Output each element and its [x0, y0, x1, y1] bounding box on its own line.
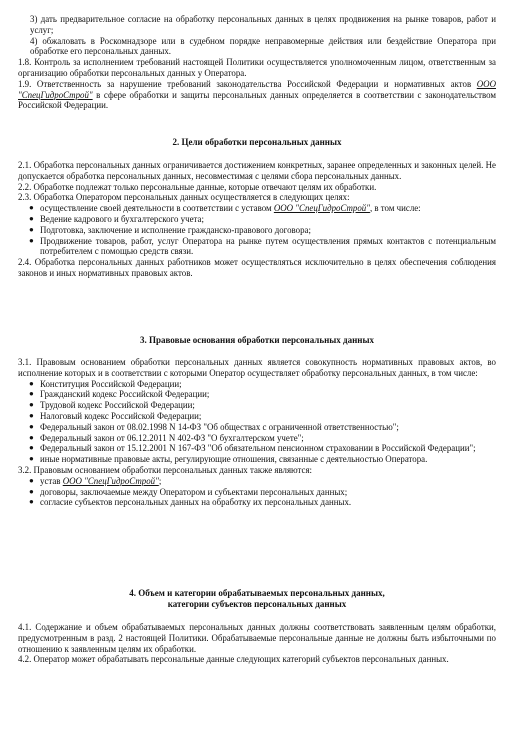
- paragraph-2-1: 2.1. Обработка персональных данных ограничивается достижением конкретных, заранее определенных и законных целей. Не допускается обработка персональных данных, несовместимая с целями сбора персональных данных.: [18, 160, 496, 181]
- section-4-heading-line-2: категории субъектов персональных данных: [167, 598, 347, 609]
- company-name: ООО "СпецГидроСтрой": [62, 475, 159, 486]
- bullet-icon: ●: [29, 443, 34, 453]
- paragraph-1-9: [18, 79, 496, 111]
- list-item: [18, 400, 496, 411]
- paragraph-1-9-text-b: в сфере обработки и защиты персональных данных определяется в соответствии с законодательством Российской Федерации.: [18, 89, 496, 111]
- bullet-icon: ●: [29, 235, 34, 245]
- list-item: [18, 236, 496, 258]
- list-item-text: Гражданский кодекс Российской Федерации;: [40, 389, 210, 400]
- list-item-text: Федеральный закон от 06.12.2011 N 402-ФЗ "О бухгалтерском учете";: [40, 432, 304, 443]
- bullet-icon: ●: [29, 475, 34, 485]
- paragraph-4-2: 4.2. Оператор может обрабатывать персональные данные следующих категорий субъектов персональных данных.: [18, 654, 449, 665]
- paragraph-3-2: 3.2. Правовым основанием обработки персональных данных также являются:: [18, 464, 313, 475]
- list-item-text: Конституция Российской Федерации;: [40, 378, 182, 389]
- list-item-text: договоры, заключаемые между Оператором и субъектами персональных данных;: [40, 486, 348, 497]
- list-item: [18, 225, 496, 236]
- list-item: [18, 389, 496, 400]
- company-name: ООО "СпецГидроСтрой": [273, 203, 370, 214]
- bullet-icon: ●: [29, 203, 34, 213]
- section-3-body: [18, 357, 496, 508]
- paragraph-3-1: 3.1. Правовым основанием обработки персональных данных является совокупность нормативных правовых актов, во исполнение которых и в соответствии с которыми Оператор осуществляет обработку персональных данных, в том числе:: [18, 357, 496, 378]
- bullet-icon: ●: [29, 389, 34, 399]
- bullet-icon: ●: [29, 454, 34, 464]
- list-item-text-b: ;: [158, 475, 162, 486]
- section-3-heading: 3. Правовые основания обработки персональных данных: [140, 335, 374, 345]
- list-item-text: согласие субъектов персональных данных на обработку их персональных данных.: [40, 497, 352, 508]
- section-2-heading: 2. Цели обработки персональных данных: [172, 137, 342, 147]
- list-item: [18, 214, 496, 225]
- bullet-icon: ●: [29, 421, 34, 431]
- list-item-text: Налоговый кодекс Российской Федерации;: [40, 410, 202, 421]
- bullet-icon: ●: [29, 378, 34, 388]
- paragraph-2-4: 2.4. Обработка персональных данных работников может осуществляться исключительно в целях обеспечения соблюдения законов и иных нормативных правовых актов.: [18, 257, 496, 278]
- list-item: [18, 203, 496, 214]
- bullet-icon: ●: [29, 497, 34, 507]
- bullet-icon: ●: [29, 213, 34, 223]
- paragraph-2-2: 2.2. Обработке подлежат только персональные данные, которые отвечают целям их обработки.: [18, 181, 377, 192]
- list-item-text: иные нормативные правовые акты, регулирующие отношения, связанные с деятельностью Оператора.: [40, 454, 428, 465]
- list-item-text-b: , в том числе:: [369, 203, 421, 214]
- section-3-law-list: [18, 379, 496, 465]
- list-item-text-a: устав: [40, 475, 63, 486]
- list-item: [18, 443, 496, 454]
- list-item-text: Подготовка, заключение и исполнение гражданско-правового договора;: [40, 224, 311, 235]
- list-item: [18, 487, 496, 498]
- list-item-text: Продвижение товаров, работ, услуг Оператора на рынке путем осуществления прямых контактов с потенциальным потребителем с помощью средств связи.: [40, 235, 496, 257]
- section-1-tail: [18, 14, 496, 111]
- list-item-text: Федеральный закон от 08.02.1998 N 14-ФЗ "Об обществах с ограниченной ответственностью";: [40, 421, 399, 432]
- list-item: [18, 379, 496, 390]
- paragraph-1-7-item-3: 3) дать предварительное согласие на обработку персональных данных в целях продвижения на рынке товаров, работ и услуг;: [30, 14, 496, 35]
- section-4-heading: [18, 588, 496, 610]
- bullet-icon: ●: [29, 400, 34, 410]
- section-4-body: [18, 622, 496, 665]
- bullet-icon: ●: [29, 224, 34, 234]
- paragraph-4-1: 4.1. Содержание и объем обрабатываемых персональных данных должны соответствовать заявленным целям обработки, предусмотренным в разд. 2 настоящей Политики. Обрабатываемые персональные данные не должны быть избыточными по отношению к заявленным целям их обработки.: [18, 622, 496, 654]
- paragraph-2-3: 2.3. Обработка Оператором персональных данных осуществляется в следующих целях:: [18, 192, 350, 203]
- list-item: [18, 476, 496, 487]
- company-name: ООО "СпецГидроСтрой": [18, 78, 496, 100]
- section-2-body: [18, 160, 496, 279]
- section-4-heading-line-1: 4. Объем и категории обрабатываемых персональных данных,: [129, 588, 385, 598]
- section-2-purpose-list: [18, 203, 496, 257]
- paragraph-1-8: 1.8. Контроль за исполнением требований настоящей Политики осуществляется уполномоченным лицом, ответственным за организацию обработки персональных данных у Оператора.: [18, 57, 496, 78]
- list-item: [18, 422, 496, 433]
- section-3-other-basis-list: [18, 476, 496, 508]
- bullet-icon: ●: [29, 410, 34, 420]
- list-item: [18, 497, 496, 508]
- bullet-icon: ●: [29, 432, 34, 442]
- bullet-icon: ●: [29, 486, 34, 496]
- list-item: [18, 411, 496, 422]
- list-item-text: Федеральный закон от 15.12.2001 N 167-ФЗ "Об обязательном пенсионном страховании в Российской Федерации";: [40, 443, 476, 454]
- list-item: [18, 454, 496, 465]
- list-item: [18, 433, 496, 444]
- list-item-text: Трудовой кодекс Российской Федерации;: [40, 400, 195, 411]
- list-item-text-a: осуществление своей деятельности в соответствии с уставом: [40, 203, 274, 214]
- list-item-text: Ведение кадрового и бухгалтерского учета;: [40, 213, 204, 224]
- paragraph-1-9-text-a: 1.9. Ответственность за нарушение требований законодательства Российской Федерации и нормативных актов: [18, 78, 477, 89]
- paragraph-1-7-item-4: 4) обжаловать в Роскомнадзоре или в судебном порядке неправомерные действия или бездействие Оператора при обработке его персональных данных.: [30, 35, 496, 57]
